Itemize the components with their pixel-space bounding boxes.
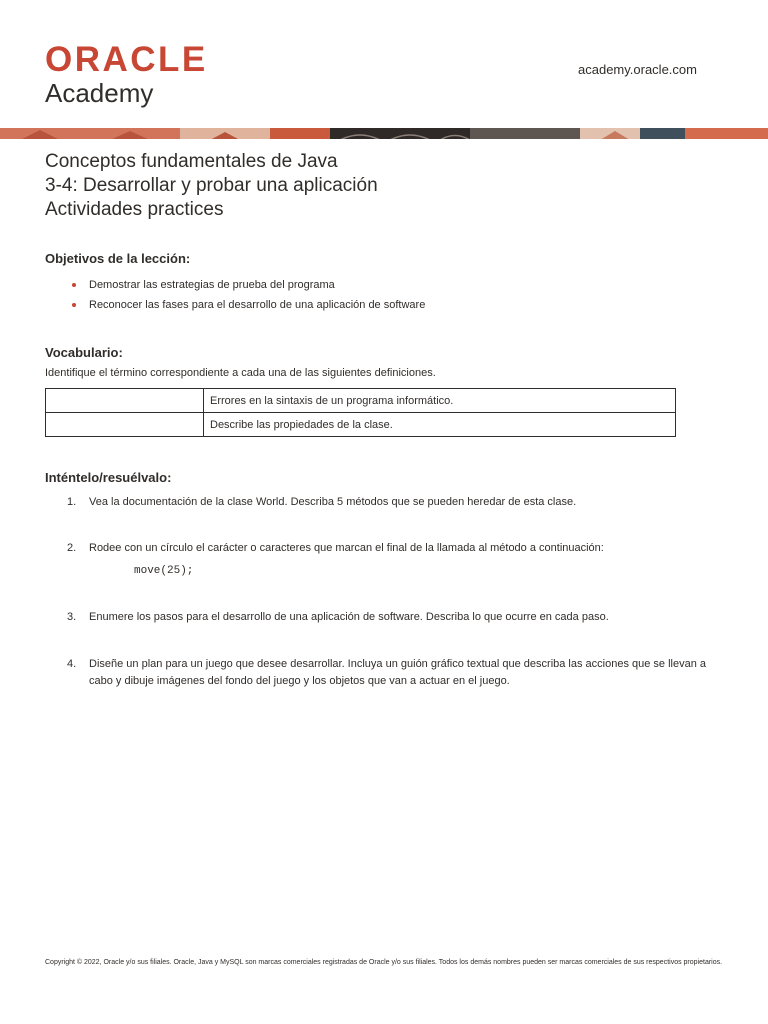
objective-text: Demostrar las estrategias de prueba del programa xyxy=(89,279,335,291)
list-item xyxy=(67,494,727,511)
definition-cell: Describe las propiedades de la clase. xyxy=(204,413,676,437)
list-item xyxy=(67,656,727,690)
activity-title: Actividades practices xyxy=(45,199,224,220)
oracle-logo: ORACLE xyxy=(45,40,208,79)
bullet-icon xyxy=(72,283,76,287)
code-snippet: move(25); xyxy=(134,565,194,577)
vocabulary-intro: Identifique el término correspondiente a cada una de las siguientes definiciones. xyxy=(45,367,436,379)
item-number: 2. xyxy=(67,542,77,554)
objective-text: Reconocer las fases para el desarrollo de una aplicación de software xyxy=(89,299,426,311)
item-number: 4. xyxy=(67,658,77,670)
list-item xyxy=(70,295,425,315)
objectives-heading: Objetivos de la lección: xyxy=(45,251,191,266)
item-number: 3. xyxy=(67,611,77,623)
vocabulary-table xyxy=(45,388,676,437)
practice-heading: Inténtelo/resuélvalo: xyxy=(45,470,172,485)
lesson-title: 3-4: Desarrollar y probar una aplicación xyxy=(45,175,378,196)
bullet-icon xyxy=(72,303,76,307)
copyright-footer: Copyright © 2022, Oracle y/o sus filiales. Oracle, Java y MySQL son marcas comerciales registradas de Oracle y/o sus filiales. Todos los demás nombres pueden ser marcas comerciales de sus respectivos propietarios. xyxy=(45,959,723,966)
academy-logo-text: Academy xyxy=(45,78,154,108)
vocabulary-heading: Vocabulario: xyxy=(45,345,123,360)
term-cell[interactable] xyxy=(46,389,204,413)
course-title: Conceptos fundamentales de Java xyxy=(45,151,338,172)
table-row xyxy=(46,413,676,437)
objectives-list xyxy=(70,275,425,315)
table-row xyxy=(46,389,676,413)
decorative-banner xyxy=(0,127,768,139)
item-text: Vea la documentación de la clase World. Describa 5 métodos que se pueden heredar de esta clase. xyxy=(89,496,577,508)
item-number: 1. xyxy=(67,496,77,508)
list-item xyxy=(67,540,727,557)
site-url[interactable]: academy.oracle.com xyxy=(578,62,697,77)
term-cell[interactable] xyxy=(46,413,204,437)
item-text: Rodee con un círculo el carácter o caracteres que marcan el final de la llamada al método a continuación: xyxy=(89,542,604,554)
item-text: Enumere los pasos para el desarrollo de una aplicación de software. Describa lo que ocurre en cada paso. xyxy=(89,611,609,623)
item-text: Diseñe un plan para un juego que desee desarrollar. Incluya un guión gráfico textual que describa las acciones que se llevan a cabo y dibuje imágenes del fondo del juego y los objetos que van a actuar en el juego. xyxy=(89,658,707,687)
list-item xyxy=(70,275,425,295)
definition-cell: Errores en la sintaxis de un programa informático. xyxy=(204,389,676,413)
list-item xyxy=(67,609,727,626)
document-titles xyxy=(45,150,378,222)
